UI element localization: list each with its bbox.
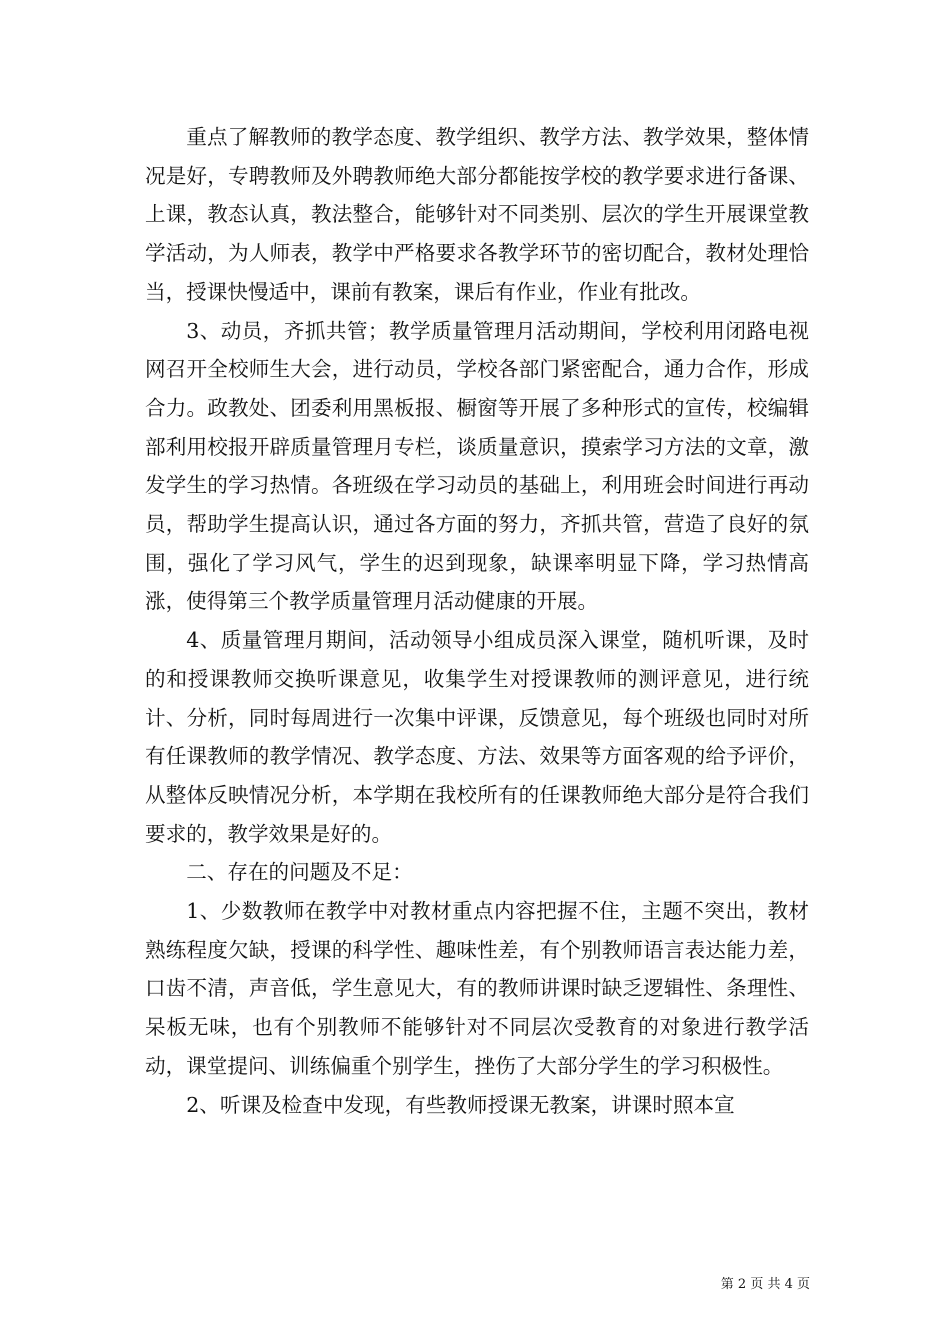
section-heading-problems: 二、存在的问题及不足： [186,860,413,885]
paragraph-mobilization: 3、动员，齐抓共管；教学质量管理月活动期间，学校利用闭路电视网召开全校师生大会，进行动员，学校各部门紧密配合，通力合作，形成合力。政教处、团委利用黑板报、橱窗等开展了多种形式的宣传，校编辑部利用校报开辟质量管理月专栏，谈质量意识，摸索学习方法的文章，激发学生的学习热情。各班级在学习动员的基础上，利用班会时间进行再动员，帮助学生提高认识，通过各方面的努力，齐抓共管，营造了良好的氛围，强化了学习风气，学生的迟到现象，缺课率明显下降，学习热情高涨，使得第三个教学质量管理月活动健康的开展。 [145,318,809,614]
paragraph-teacher-evaluation: 重点了解教师的教学态度、教学组织、教学方法、教学效果，整体情况是好，专聘教师及外聘教师绝大部分都能按学校的教学要求进行备课、上课，教态认真，教法整合，能够针对不同类别、层次的学生开展课堂教学活动，为人师表，教学中严格要求各教学环节的密切配合，教材处理恰当，授课快慢适中，课前有教案，课后有作业，作业有批改。 [145,125,809,304]
page-number-footer: 第 2 页 共 4 页 [720,1277,810,1292]
paragraph-quality-month-observation: 4、质量管理月期间，活动领导小组成员深入课堂，随机听课，及时的和授课教师交换听课意见，收集学生对授课教师的测评意见，进行统计、分析，同时每周进行一次集中评课，反馈意见，每个班级也同时对所有任课教师的教学情况、教学态度、方法、效果等方面客观的给予评价，从整体反映情况分析，本学期在我校所有的任课教师绝大部分是符合我们要求的，教学效果是好的。 [145,628,809,846]
paragraph-problem-1: 1、少数教师在教学中对教材重点内容把握不住，主题不突出，教材熟练程度欠缺，授课的科学性、趣味性差，有个别教师语言表达能力差，口齿不清，声音低，学生意见大，有的教师讲课时缺乏逻辑性、条理性、呆板无味，也有个别教师不能够针对不同层次受教育的对象进行教学活动，课堂提问、训练偏重个别学生，挫伤了大部分学生的学习积极性。 [145,899,809,1078]
paragraph-problem-2: 2、听课及检查中发现，有些教师授课无教案，讲课时照本宣 [186,1092,735,1117]
document-body [145,118,809,1124]
